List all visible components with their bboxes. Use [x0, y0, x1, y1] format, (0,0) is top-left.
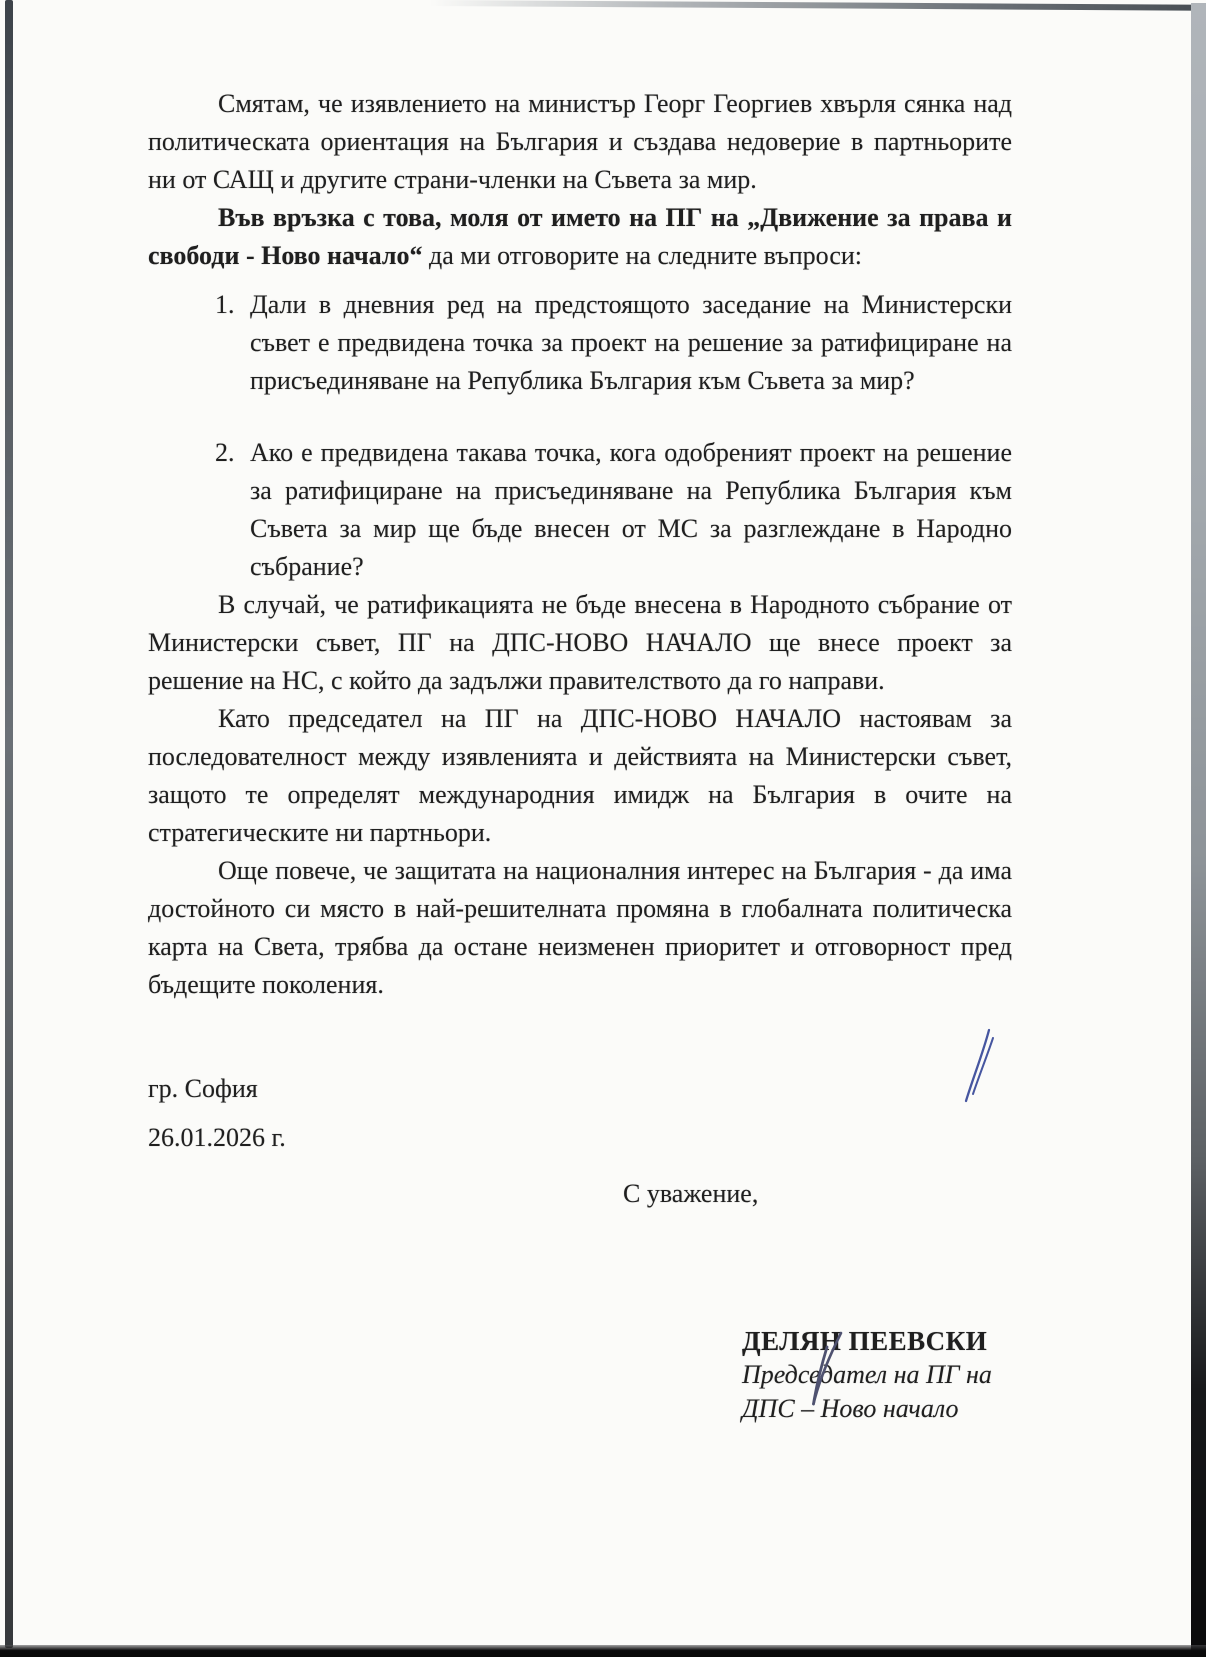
scan-edge-bottom — [0, 1645, 1206, 1657]
closing-line: С уважение, — [623, 1179, 759, 1208]
place-line: гр. София — [148, 1074, 258, 1103]
question-1-number: 1. — [215, 290, 235, 319]
questions-list — [148, 286, 1012, 586]
scan-edge-left — [5, 0, 13, 1648]
question-2-number: 2. — [215, 438, 235, 467]
letter-body — [148, 0, 1012, 1426]
question-1-text: Дали в дневния ред на предстоящото заседание на Министерски съвет е предвидена точка за проект на решение за ратифициране на присъединяване на Република България към Съвета за мир? — [250, 290, 1012, 395]
paragraph-request-bold: Във връзка с това, моля от името на ПГ на „Движение за права и свободи - Ново начало“ — [148, 203, 1012, 270]
date-line: 26.01.2026 г. — [148, 1123, 286, 1152]
paragraph-ratification: В случай, че ратификацията не бъде внесена в Народното събрание от Министерски съвет, ПГ на ДПС-НОВО НАЧАЛО ще внесе проект за решение на НС, с който да задължи правителството да го направи. — [148, 590, 1012, 695]
paragraph-request — [148, 199, 1012, 275]
paragraph-statement: Смятам, че изявлението на министър Георг Георгиев хвърля сянка над политическата ориентация на България и създава недоверие в партньорите ни от САЩ и другите страни-членки на Съвета за мир. — [148, 89, 1012, 194]
signature-block — [148, 1324, 1012, 1426]
question-2-text: Ако е предвидена такава точка, кога одобреният проект на решение за ратифициране на присъединяване на Република България към Съвета за мир ще бъде внесен от МС за разглеждане в Народно събрание? — [250, 438, 1012, 581]
paragraph-national-interest: Още повече, че защитата на националния интерес на България - да има достойното си място в най-решителната промяна в глобалната политическа карта на Света, трябва да остане неизменен приоритет и отговорност пред бъдещите поколения. — [148, 856, 1012, 999]
paragraph-request-rest: да ми отговорите на следните въпроси: — [422, 241, 862, 270]
scan-edge-right — [1191, 3, 1206, 1657]
question-item-1 — [148, 286, 1012, 400]
paragraph-consistency: Като председател на ПГ на ДПС-НОВО НАЧАЛО настоявам за последователност между изявленията и действията на Министерски съвет, защото те определят международния имидж на България в очите на стратегическите ни партньори. — [148, 704, 1012, 847]
signatory-name: ДЕЛЯН ПЕЕВСКИ — [742, 1326, 988, 1356]
signatory-title-line-2: ДПС – Ново начало — [742, 1394, 959, 1423]
signatory-title-line-1: Председател на ПГ на — [742, 1360, 992, 1389]
question-item-2 — [148, 434, 1012, 586]
